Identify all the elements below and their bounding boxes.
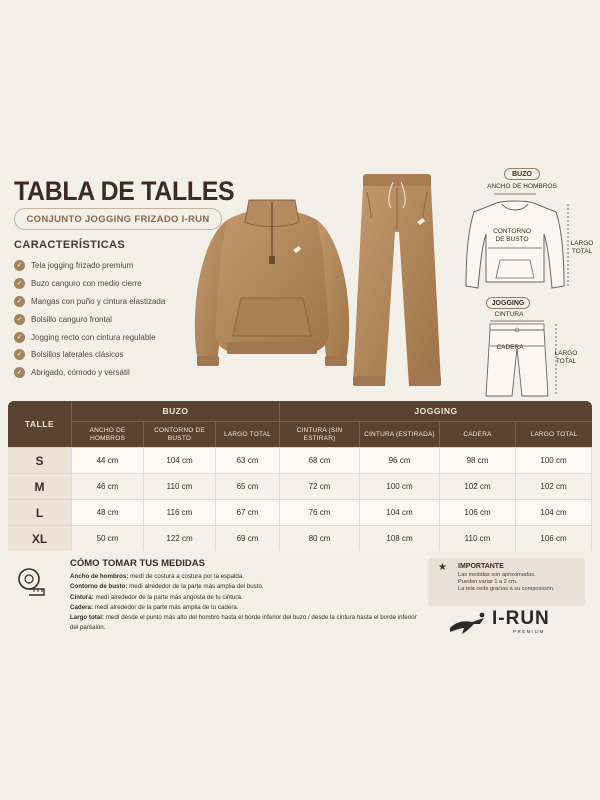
note-title: IMPORTANTE bbox=[458, 563, 504, 570]
table-cell: 69 cm bbox=[216, 525, 280, 551]
col-cadera: CADERA bbox=[440, 421, 516, 447]
col-largo-buzo: LARGO TOTAL bbox=[216, 421, 280, 447]
buzo-header: BUZO bbox=[72, 401, 280, 421]
waist-label: CINTURA bbox=[494, 311, 524, 318]
list-item: ✓ Buzo canguro con medio cierre bbox=[14, 275, 165, 293]
howto-list bbox=[70, 572, 422, 634]
table-cell: 102 cm bbox=[440, 473, 516, 499]
list-item: ✓ Jogging recto con cintura regulable bbox=[14, 328, 165, 346]
product-subtitle: CONJUNTO JOGGING FRIZADO I-RUN bbox=[14, 208, 222, 230]
brand-logo: I-RUN bbox=[492, 608, 550, 629]
size-table bbox=[8, 401, 592, 551]
brand-tagline: PREMIUM bbox=[513, 629, 545, 634]
col-contorno-busto: CONTORNO DE BUSTO bbox=[144, 421, 216, 447]
size-cell: L bbox=[8, 499, 72, 525]
list-item: ✓ Mangas con puño y cintura elastizada bbox=[14, 293, 165, 311]
table-cell: 104 cm bbox=[144, 447, 216, 473]
table-cell: 68 cm bbox=[280, 447, 360, 473]
jogging-label: JOGGING bbox=[486, 297, 530, 309]
note-line: Las medidas son aproximadas. bbox=[458, 572, 536, 578]
size-cell: M bbox=[8, 473, 72, 499]
col-ancho-hombros: ANCHO DE HOMBROS bbox=[72, 421, 144, 447]
table-cell: 108 cm bbox=[360, 525, 440, 551]
col-cintura-estirada: CINTURA (ESTIRADA) bbox=[360, 421, 440, 447]
sweatshirt-image bbox=[183, 192, 361, 370]
table-cell: 50 cm bbox=[72, 525, 144, 551]
buzo-label: BUZO bbox=[504, 168, 540, 180]
list-item: ✓ Abrigado, cómodo y versátil bbox=[14, 364, 165, 382]
list-item: ✓ Tela jogging frizado premium bbox=[14, 257, 165, 275]
features-title: CARACTERÍSTICAS bbox=[14, 239, 126, 251]
shoulder-width-label: ANCHO DE HOMBROS bbox=[487, 183, 557, 190]
size-cell: XL bbox=[8, 525, 72, 551]
hip-label: CADERA bbox=[496, 344, 524, 351]
check-icon: ✓ bbox=[14, 349, 25, 360]
table-cell: 116 cm bbox=[144, 499, 216, 525]
table-cell: 46 cm bbox=[72, 473, 144, 499]
table-cell: 76 cm bbox=[280, 499, 360, 525]
list-item: Contorno de busto: medí alrededor de la parte más amplia del busto. bbox=[70, 583, 264, 591]
col-largo-jogging: LARGO TOTAL bbox=[516, 421, 592, 447]
list-item: ✓ Bolsillos laterales clásicos bbox=[14, 346, 165, 364]
list-item: Cintura: medí alrededor de la parte más angosta de tu cintura. bbox=[70, 593, 243, 601]
table-cell: 67 cm bbox=[216, 499, 280, 525]
size-cell: S bbox=[8, 447, 72, 473]
check-icon: ✓ bbox=[14, 296, 25, 307]
table-cell: 63 cm bbox=[216, 447, 280, 473]
table-cell: 104 cm bbox=[516, 499, 592, 525]
sweatshirt-length-label: LARGO TOTAL bbox=[570, 240, 594, 255]
note-line: Pueden variar 1 a 2 cm. bbox=[458, 579, 518, 586]
list-item: Ancho de hombros: medí de costura a costura por la espalda. bbox=[70, 573, 245, 580]
features-list bbox=[14, 257, 165, 382]
check-icon: ✓ bbox=[14, 332, 25, 343]
check-icon: ✓ bbox=[14, 314, 25, 325]
col-cintura-sin-estirar: CINTURA (SIN ESTIRAR) bbox=[280, 421, 360, 447]
measuring-tape-icon bbox=[16, 566, 46, 596]
table-cell: 106 cm bbox=[440, 499, 516, 525]
important-note bbox=[428, 558, 585, 606]
list-item: Cadera: medí alrededor de la parte más amplia de tu cadera. bbox=[70, 603, 239, 611]
table-row bbox=[8, 499, 592, 525]
table-cell: 80 cm bbox=[280, 525, 360, 551]
table-cell: 98 cm bbox=[440, 447, 516, 473]
list-item: Largo total: medí desde el punto más alto del hombro hasta el borde inferior del buzo / desde la cintura hasta el borde inferior del pantalón. bbox=[70, 614, 417, 632]
page-title: TABLA DE TALLES bbox=[14, 176, 235, 206]
table-cell: 72 cm bbox=[280, 473, 360, 499]
table-row bbox=[8, 473, 592, 499]
talle-header: TALLE bbox=[8, 401, 72, 447]
bust-label: CONTORNO DE BUSTO bbox=[493, 228, 531, 243]
check-icon: ✓ bbox=[14, 260, 25, 271]
table-cell: 110 cm bbox=[440, 525, 516, 551]
table-cell: 110 cm bbox=[144, 473, 216, 499]
table-cell: 44 cm bbox=[72, 447, 144, 473]
table-cell: 100 cm bbox=[360, 473, 440, 499]
star-icon: ★ bbox=[438, 562, 447, 573]
check-icon: ✓ bbox=[14, 278, 25, 289]
howto-title: CÓMO TOMAR TUS MEDIDAS bbox=[70, 558, 205, 569]
table-cell: 65 cm bbox=[216, 473, 280, 499]
table-cell: 102 cm bbox=[516, 473, 592, 499]
pants-length-label: LARGO TOTAL bbox=[554, 350, 578, 365]
table-cell: 96 cm bbox=[360, 447, 440, 473]
table-cell: 106 cm bbox=[516, 525, 592, 551]
table-cell: 48 cm bbox=[72, 499, 144, 525]
table-cell: 122 cm bbox=[144, 525, 216, 551]
table-row bbox=[8, 447, 592, 473]
table-cell: 100 cm bbox=[516, 447, 592, 473]
pants-diagram bbox=[482, 318, 562, 398]
table-cell: 104 cm bbox=[360, 499, 440, 525]
pants-image bbox=[347, 172, 447, 392]
table-row bbox=[8, 525, 592, 551]
list-item: ✓ Bolsillo canguro frontal bbox=[14, 310, 165, 328]
jogging-header: JOGGING bbox=[280, 401, 592, 421]
note-line: La tela cede gracias a su composición. bbox=[458, 586, 555, 593]
check-icon: ✓ bbox=[14, 367, 25, 378]
